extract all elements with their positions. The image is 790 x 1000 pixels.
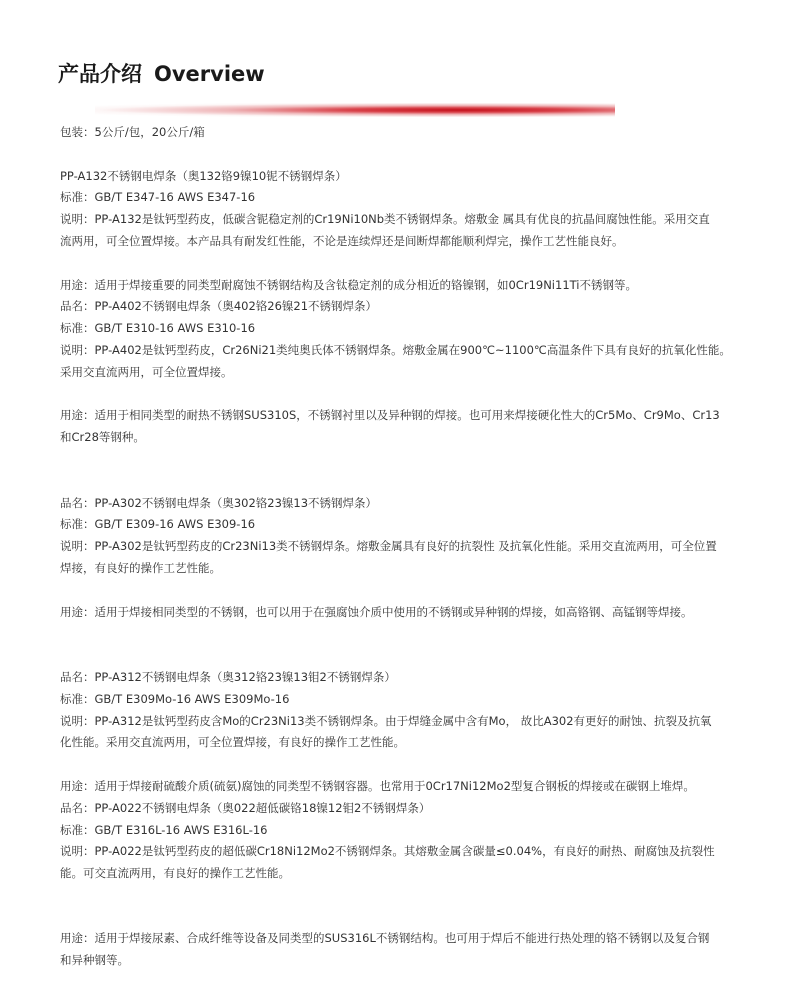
product-name: 品名：PP-A302不锈钢电焊条（奥302铬23镍13不锈钢焊条） <box>60 495 378 510</box>
packaging-text: 包装：5公斤/包，20公斤/箱 <box>60 125 205 139</box>
page-header <box>58 58 265 88</box>
product-usage: 用途：适用于焊接耐硫酸介质(硫氨)腐蚀的同类型不锈钢容器。也常用于0Cr17Ni12Mo2型复合钢板的焊接或在碳钢上堆焊。 <box>60 778 695 793</box>
page-title-en: Overview <box>154 62 265 86</box>
product-standard: 标准：GB/T E309Mo-16 AWS E309Mo-16 <box>60 691 290 706</box>
product-description: 说明：PP-A302是钛钙型药皮的Cr23Ni13类不锈钢焊条。熔敷金属具有良好的抗裂性 及抗氧化性能。采用交直流两用，可全位置 <box>60 539 717 554</box>
product-standard: 标准：GB/T E347-16 AWS E347-16 <box>60 190 256 205</box>
red-gradient-divider <box>95 103 615 117</box>
product-standard: 标准：GB/T E310-16 AWS E310-16 <box>60 321 256 336</box>
page-title-cn: 产品介绍 <box>58 62 142 86</box>
product-description: 化性能。采用交直流两用，可全位置焊接，有良好的操作工艺性能。 <box>60 735 405 750</box>
product-usage: 用途：适用于焊接尿素、合成纤维等设备及同类型的SUS316L不锈钢结构。也可用于焊后不能进行热处理的铬不锈钢以及复合钢 <box>60 931 710 946</box>
page-title <box>58 58 265 88</box>
product-description: 说明：PP-A312是钛钙型药皮含Mo的Cr23Ni13类不锈钢焊条。由于焊缝金属中含有Mo， 故比A302有更好的耐蚀、抗裂及抗氧 <box>60 713 712 728</box>
product-usage: 用途：适用于相同类型的耐热不锈钢SUS310S，不锈钢衬里以及异种钢的焊接。也可用来焊接硬化性大的Cr5Mo、Cr9Mo、Cr13 <box>60 408 720 423</box>
product-standard: 标准：GB/T E316L-16 AWS E316L-16 <box>60 822 268 837</box>
product-usage: 用途：适用于焊接重要的同类型耐腐蚀不锈钢结构及含钛稳定剂的成分相近的铬镍钢，如0Cr19Ni11Ti不锈钢等。 <box>60 277 637 292</box>
product-description: 流两用，可全位置焊接。本产品具有耐发红性能，不论是连续焊还是间断焊都能顺利焊完，操作工艺性能良好。 <box>60 233 624 248</box>
product-name: 品名：PP-A022不锈钢电焊条（奥022超低碳铬18镍12钼2不锈钢焊条） <box>60 800 431 815</box>
product-name: 品名：PP-A402不锈钢电焊条（奥402铬26镍21不锈钢焊条） <box>60 299 378 314</box>
product-content <box>60 122 740 972</box>
product-description: 说明：PP-A132是钛钙型药皮，低碳含铌稳定剂的Cr19Ni10Nb类不锈钢焊条。熔敷金 属具有优良的抗晶间腐蚀性能。采用交直 <box>60 212 710 227</box>
product-description: 采用交直流两用，可全位置焊接。 <box>60 364 233 379</box>
product-description: 说明：PP-A022是钛钙型药皮的超低碳Cr18Ni12Mo2不锈钢焊条。其熔敷金属含碳量≤0.04%，有良好的耐热、耐腐蚀及抗裂性 <box>60 844 715 859</box>
product-usage: 和Cr28等钢种。 <box>60 430 145 445</box>
product-name: PP-A132不锈钢电焊条（奥132铬9镍10铌不锈钢焊条） <box>60 168 347 183</box>
product-description: 能。可交直流两用，有良好的操作工艺性能。 <box>60 866 290 881</box>
product-usage: 和异种钢等。 <box>60 953 129 968</box>
product-standard: 标准：GB/T E309-16 AWS E309-16 <box>60 517 256 532</box>
product-usage: 用途：适用于焊接相同类型的不锈钢，也可以用于在强腐蚀介质中使用的不锈钢或异种钢的焊接，如高铬钢、高锰钢等焊接。 <box>60 604 693 619</box>
product-description: 焊接，有良好的操作工艺性能。 <box>60 560 221 575</box>
product-name: 品名：PP-A312不锈钢电焊条（奥312铬23镍13钼2不锈钢焊条） <box>60 669 396 684</box>
product-description: 说明：PP-A402是钛钙型药皮，Cr26Ni21类纯奥氏体不锈钢焊条。熔敷金属在900℃~1100℃高温条件下具有良好的抗氧化性能。 <box>60 342 731 357</box>
